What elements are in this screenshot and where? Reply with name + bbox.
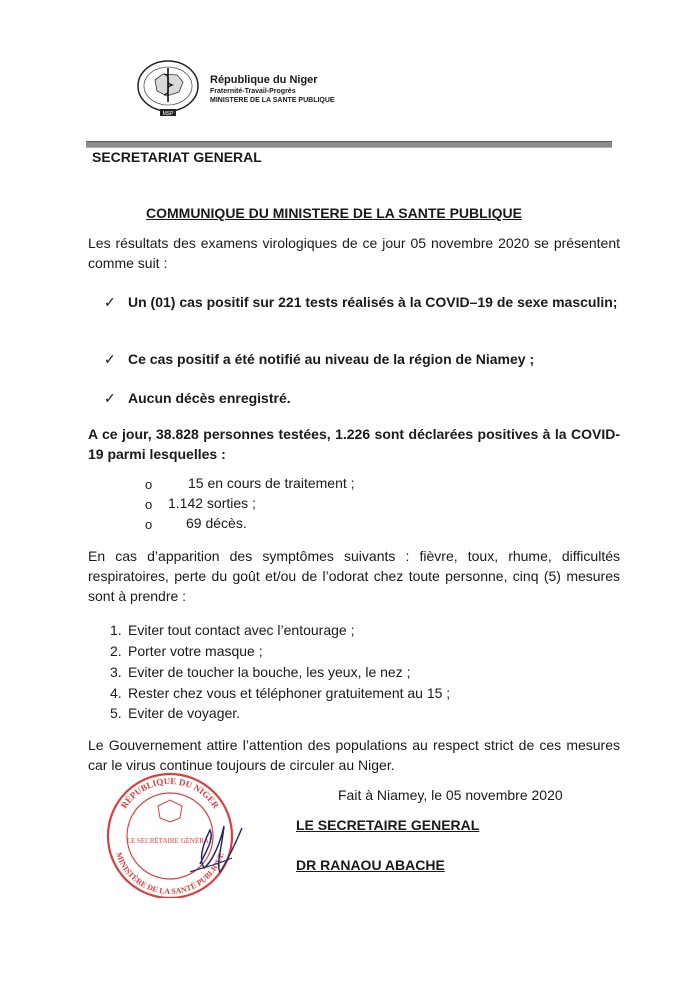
measure-number: 2. bbox=[110, 643, 122, 659]
result-text: Un (01) cas positif sur 221 tests réalisés à la COVID–19 de sexe masculin; bbox=[128, 294, 618, 310]
measure-number: 5. bbox=[110, 705, 122, 721]
measure-text: Eviter de voyager. bbox=[128, 705, 241, 721]
breakdown-item: 1.142 sorties ; bbox=[168, 495, 256, 511]
signatory-name: DR RANAOU ABACHE bbox=[296, 857, 445, 873]
page-title: COMMUNIQUE DU MINISTERE DE LA SANTE PUBLIQUE bbox=[146, 205, 522, 221]
header-divider bbox=[86, 141, 612, 148]
summary-paragraph: A ce jour, 38.828 personnes testées, 1.226 sont déclarées positives à la COVID- 19 parmi lesquelles : bbox=[88, 426, 620, 462]
result-text: Aucun décès enregistré. bbox=[128, 390, 291, 406]
bullet-icon: o bbox=[145, 497, 153, 512]
symptoms-paragraph: En cas d’apparition des symptômes suivants : fièvre, toux, rhume, difficultés respiratoires, perte du goût et/ou de l’odorat chez toute personne, cinq (5) mesures sont à prendre : bbox=[88, 548, 620, 604]
section-heading: SECRETARIAT GENERAL bbox=[92, 149, 262, 165]
signatory-role: LE SECRETAIRE GENERAL bbox=[296, 817, 480, 833]
svg-text:MINISTÈRE DE LA SANTÉ PUBLIQUE: MINISTÈRE DE LA SANTÉ PUBLIQUE bbox=[114, 851, 226, 897]
breakdown-item: 69 décès. bbox=[186, 515, 247, 531]
check-icon: ✓ bbox=[104, 390, 116, 406]
svg-text:RÉPUBLIQUE DU NIGER: RÉPUBLIQUE DU NIGER bbox=[118, 775, 222, 811]
measure-text: Eviter de toucher la bouche, les yeux, le nez ; bbox=[128, 664, 411, 680]
measure-number: 1. bbox=[110, 622, 122, 638]
svg-text:MSP: MSP bbox=[162, 111, 174, 117]
breakdown-item: 15 en cours de traitement ; bbox=[188, 475, 355, 491]
header-country: République du Niger bbox=[210, 74, 318, 86]
header-motto: Fraternité-Travail-Progrès bbox=[210, 88, 296, 95]
measure-number: 4. bbox=[110, 685, 122, 701]
measure-text: Eviter tout contact avec l’entourage ; bbox=[128, 622, 355, 638]
intro-paragraph: Les résultats des examens virologiques de ce jour 05 novembre 2020 se présentent comme suit : bbox=[88, 235, 620, 271]
bullet-icon: o bbox=[145, 477, 153, 492]
ministry-logo bbox=[133, 58, 203, 120]
check-icon: ✓ bbox=[104, 294, 116, 310]
svg-text:LE SECRÉTAIRE GÉNÉRAL: LE SECRÉTAIRE GÉNÉRAL bbox=[126, 837, 214, 845]
official-stamp bbox=[96, 768, 246, 898]
result-text: Ce cas positif a été notifié au niveau de la région de Niamey ; bbox=[128, 351, 535, 367]
measure-text: Porter votre masque ; bbox=[128, 643, 263, 659]
place-date: Fait à Niamey, le 05 novembre 2020 bbox=[338, 787, 563, 803]
bullet-icon: o bbox=[145, 517, 153, 532]
closing-paragraph: Le Gouvernement attire l’attention des populations au respect strict de ces mesures car le virus continue toujours de circuler au Niger. bbox=[88, 737, 620, 773]
measure-number: 3. bbox=[110, 664, 122, 680]
check-icon: ✓ bbox=[104, 351, 116, 367]
header-ministry: MINISTERE DE LA SANTE PUBLIQUE bbox=[210, 97, 335, 104]
measure-text: Rester chez vous et téléphoner gratuitement au 15 ; bbox=[128, 685, 451, 701]
